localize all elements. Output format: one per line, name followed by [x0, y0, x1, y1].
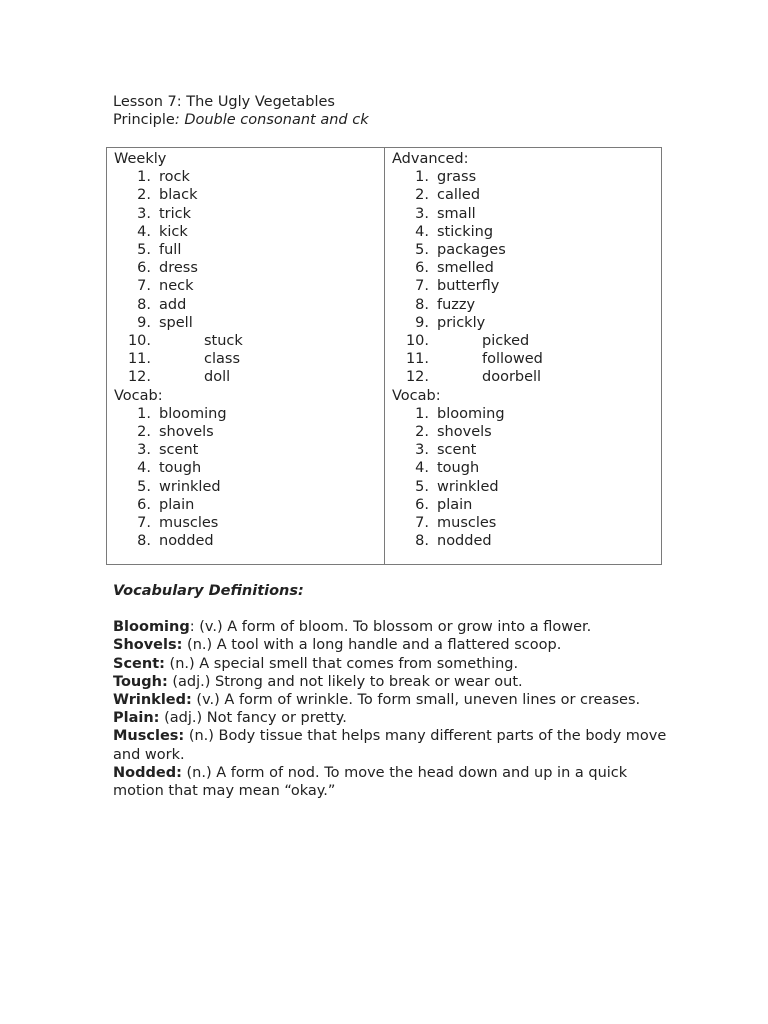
definition-text: (adj.) Not fancy or pretty. — [159, 710, 347, 727]
list-item-number: 12. — [127, 369, 151, 386]
list-item-number: 8. — [137, 533, 151, 550]
list-item — [114, 459, 384, 477]
list-item — [114, 441, 384, 459]
list-item — [392, 259, 661, 277]
list-item-word: tough — [159, 460, 202, 477]
list-item-number: 3. — [137, 442, 151, 459]
list-item — [392, 423, 661, 441]
list-item — [114, 223, 384, 241]
definition-item — [113, 764, 673, 800]
list-item — [114, 514, 384, 532]
definitions-title: Vocabulary Definitions: — [113, 583, 304, 599]
list-item — [114, 423, 384, 441]
list-item-number: 8. — [415, 533, 429, 550]
lesson-title: Lesson 7: The Ugly Vegetables — [113, 94, 335, 110]
list-item — [392, 514, 661, 532]
principle-value: : Double consonant and ck — [174, 112, 369, 128]
list-item — [392, 168, 661, 186]
list-item-word: followed — [482, 351, 543, 368]
list-item-word: called — [437, 187, 481, 204]
definition-text: (n.) Body tissue that helps many different parts of the body move and work. — [113, 728, 667, 763]
list-item-word: full — [159, 242, 182, 259]
advanced-column — [385, 148, 661, 564]
list-item-word: scent — [437, 442, 477, 459]
list-item — [114, 532, 384, 550]
principle-line — [113, 111, 369, 129]
definition-term: Wrinkled: — [113, 692, 192, 709]
list-item-word: blooming — [159, 405, 227, 422]
list-item — [114, 241, 384, 259]
list-item-number: 6. — [137, 496, 151, 513]
list-item-word: muscles — [159, 515, 219, 532]
list-item — [114, 168, 384, 186]
list-item-number: 6. — [415, 496, 429, 513]
list-item-number: 3. — [137, 205, 151, 222]
list-item — [392, 496, 661, 514]
list-item-word: butterfly — [437, 278, 500, 295]
list-item-word: kick — [159, 223, 188, 240]
definition-list — [113, 618, 673, 800]
advanced-vocab-label: Vocab: — [392, 387, 441, 404]
list-item-word: neck — [159, 278, 194, 295]
list-item — [392, 314, 661, 332]
list-item-word: muscles — [437, 515, 497, 532]
list-item-number: 2. — [137, 424, 151, 441]
list-item — [114, 478, 384, 496]
list-item-word: plain — [159, 496, 195, 513]
list-item-number: 4. — [415, 460, 429, 477]
list-item — [392, 241, 661, 259]
list-item — [392, 441, 661, 459]
definition-term: Tough: — [113, 673, 168, 690]
list-item-word: black — [159, 187, 198, 204]
list-item-word: spell — [159, 314, 193, 331]
list-item — [114, 332, 384, 350]
list-item-word: tough — [437, 460, 480, 477]
advanced-label: Advanced: — [392, 151, 469, 167]
list-item-word: shovels — [437, 424, 492, 441]
list-item-word: dress — [159, 260, 198, 277]
definition-item — [113, 655, 673, 673]
list-item — [392, 186, 661, 204]
list-item-number: 11. — [405, 351, 429, 368]
list-item-number: 6. — [415, 260, 429, 277]
definition-text: (n.) A form of nod. To move the head down and up in a quick motion that may mean “okay.” — [113, 764, 628, 800]
definition-text: (adj.) Strong and not likely to break or wear out. — [167, 673, 523, 690]
list-item-word: grass — [437, 169, 477, 186]
list-item-number: 8. — [415, 296, 429, 313]
weekly-vocab-list — [114, 405, 384, 551]
list-item-number: 4. — [415, 223, 429, 240]
list-item-word: sticking — [437, 223, 494, 240]
definition-term: Blooming — [113, 619, 190, 636]
list-item-number: 6. — [137, 260, 151, 277]
list-item-number: 4. — [137, 223, 151, 240]
list-item — [392, 332, 661, 350]
list-item-word: smelled — [437, 260, 494, 277]
list-item-number: 2. — [415, 424, 429, 441]
list-item — [392, 223, 661, 241]
list-item — [114, 350, 384, 368]
list-item-number: 7. — [415, 278, 429, 295]
advanced-vocab-list — [392, 405, 661, 551]
list-item — [114, 259, 384, 277]
list-item — [114, 296, 384, 314]
list-item-number: 12. — [405, 369, 429, 386]
list-item-word: add — [159, 296, 187, 313]
list-item — [392, 478, 661, 496]
list-item-number: 2. — [137, 187, 151, 204]
list-item — [392, 532, 661, 550]
list-item-word: class — [204, 351, 240, 368]
list-item-word: plain — [437, 496, 473, 513]
list-item-number: 5. — [415, 478, 429, 495]
principle-label: Principle — [113, 112, 175, 128]
list-item-number: 4. — [137, 460, 151, 477]
list-item-word: stuck — [204, 333, 243, 350]
list-item-number: 5. — [415, 242, 429, 259]
list-item-number: 1. — [415, 405, 429, 422]
weekly-label: Weekly — [114, 151, 167, 167]
definition-item — [113, 618, 673, 636]
definition-term: Shovels: — [113, 637, 183, 654]
list-item-word: nodded — [159, 533, 214, 550]
list-item-word: picked — [482, 333, 530, 350]
list-item — [392, 459, 661, 477]
list-item-number: 1. — [137, 169, 151, 186]
list-item-number: 11. — [127, 351, 151, 368]
list-item-word: scent — [159, 442, 199, 459]
list-item-word: fuzzy — [437, 296, 476, 313]
list-item — [392, 350, 661, 368]
list-item-number: 1. — [415, 169, 429, 186]
list-item-number: 7. — [137, 515, 151, 532]
definition-item — [113, 727, 673, 763]
list-item-word: doll — [204, 369, 231, 386]
list-item-word: wrinkled — [437, 478, 499, 495]
list-item-number: 3. — [415, 205, 429, 222]
list-item — [114, 496, 384, 514]
list-item — [392, 205, 661, 223]
definition-text: (v.) A form of wrinkle. To form small, uneven lines or creases. — [191, 692, 641, 709]
list-item-word: small — [437, 205, 476, 222]
list-item — [114, 277, 384, 295]
list-item-number: 3. — [415, 442, 429, 459]
list-item — [114, 205, 384, 223]
list-item — [114, 405, 384, 423]
lesson-header — [113, 93, 369, 129]
definition-text: : (v.) A form of bloom. To blossom or grow into a flower. — [189, 619, 592, 636]
definition-term: Scent: — [113, 655, 165, 672]
list-item-number: 5. — [137, 242, 151, 259]
list-item — [392, 405, 661, 423]
definition-item — [113, 691, 673, 709]
definition-item — [113, 673, 673, 691]
list-item-word: doorbell — [482, 369, 542, 386]
list-item-number: 1. — [137, 405, 151, 422]
definition-term: Muscles: — [113, 728, 185, 745]
list-item-word: shovels — [159, 424, 214, 441]
vocabulary-definitions — [113, 582, 673, 800]
list-item-word: trick — [159, 205, 192, 222]
weekly-vocab-label: Vocab: — [114, 387, 163, 404]
list-item — [114, 186, 384, 204]
list-item-number: 5. — [137, 478, 151, 495]
list-item — [392, 296, 661, 314]
list-item-word: prickly — [437, 314, 486, 331]
definition-term: Plain: — [113, 710, 160, 727]
list-item-number: 9. — [137, 314, 151, 331]
definition-text: (n.) A tool with a long handle and a flattered scoop. — [182, 637, 562, 654]
list-item — [114, 368, 384, 386]
definition-item — [113, 709, 673, 727]
list-item-word: blooming — [437, 405, 505, 422]
weekly-column — [107, 148, 385, 564]
list-item-number: 9. — [415, 314, 429, 331]
definition-item — [113, 636, 673, 654]
list-item-number: 8. — [137, 296, 151, 313]
list-item — [392, 368, 661, 386]
definition-text: (n.) A special smell that comes from something. — [164, 655, 519, 672]
list-item-number: 7. — [137, 278, 151, 295]
advanced-word-list — [392, 168, 661, 386]
list-item — [392, 277, 661, 295]
list-item-word: wrinkled — [159, 478, 221, 495]
weekly-word-list — [114, 168, 384, 386]
spelling-word-table — [106, 147, 662, 565]
list-item-number: 7. — [415, 515, 429, 532]
list-item-number: 10. — [127, 333, 151, 350]
list-item-number: 10. — [405, 333, 429, 350]
list-item-word: nodded — [437, 533, 492, 550]
definition-term: Nodded: — [113, 764, 182, 781]
list-item-number: 2. — [415, 187, 429, 204]
list-item-word: packages — [437, 242, 506, 259]
list-item — [114, 314, 384, 332]
list-item-word: rock — [159, 169, 190, 186]
